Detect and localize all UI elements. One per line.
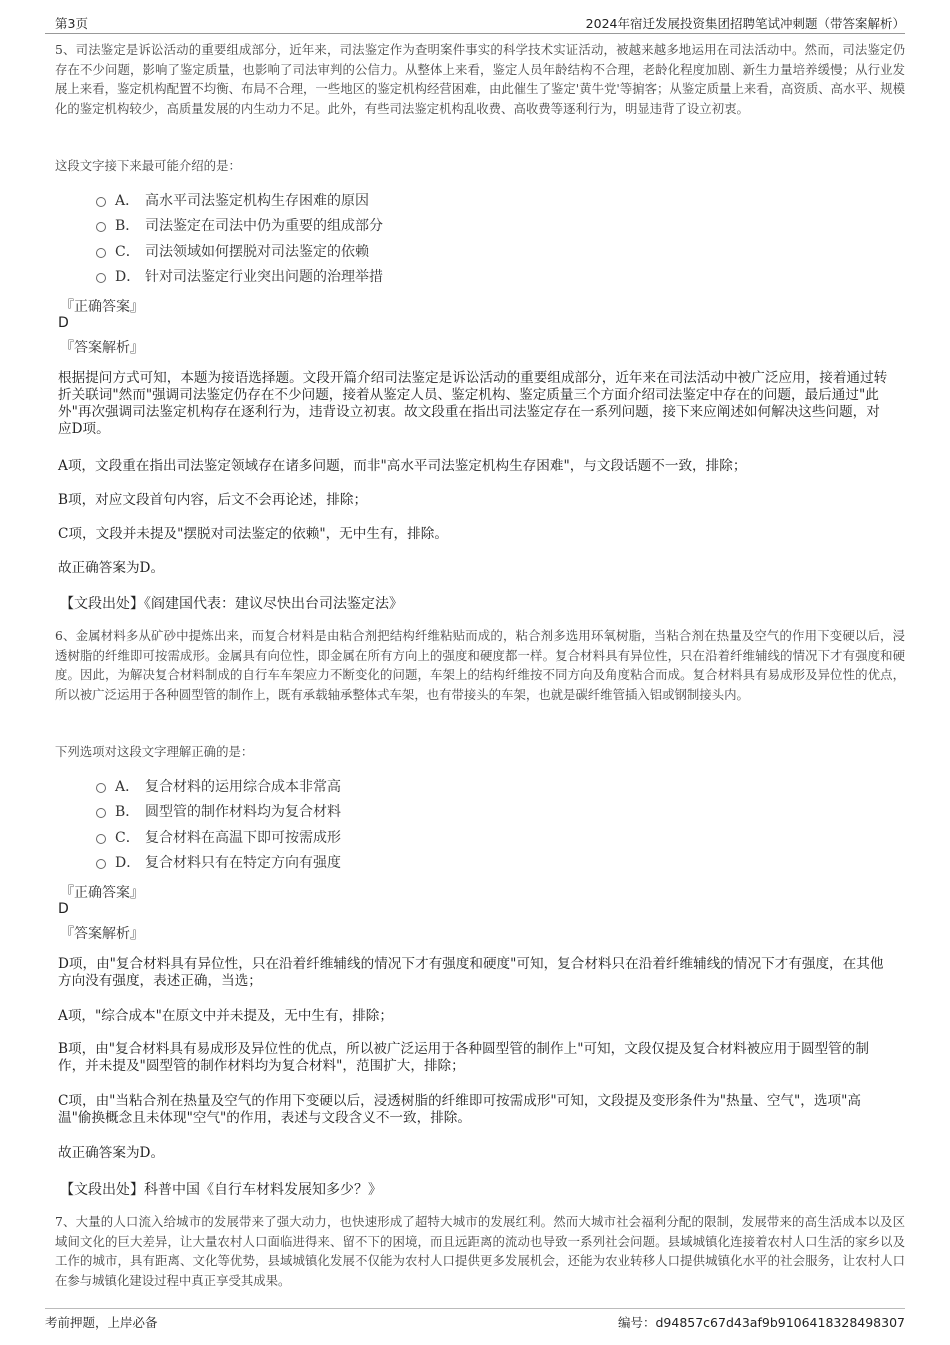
page-footer xyxy=(45,1313,905,1331)
q6-analysis-paragraph: B项，由"复合材料具有易成形及异位性的优点，所以被广泛运用于各种圆型管的制作上"可知，文段仅提及复合材料被应用于圆型管的制作，并未提及"圆型管的制作材料均为复合材料"，范围扩大，排除； xyxy=(58,1041,869,1074)
q6-answer-label: 『正确答案』 xyxy=(60,885,144,901)
q6-answer-value: D xyxy=(58,901,69,917)
radio-icon[interactable] xyxy=(96,273,106,283)
document-code xyxy=(618,1313,905,1331)
q5-analysis-paragraph: 故正确答案为D。 xyxy=(58,560,165,576)
radio-icon[interactable] xyxy=(96,808,106,818)
q5-source: 【文段出处】《阎建国代表：建议尽快出台司法鉴定法》 xyxy=(60,596,403,612)
q6-analysis-paragraph: 故正确答案为D。 xyxy=(58,1145,165,1161)
q6-option-d[interactable]: D． 复合材料只有在特定方向有强度 xyxy=(96,851,341,873)
q6-analysis-label: 『答案解析』 xyxy=(60,926,144,942)
q5-analysis-paragraph: C项，文段并未提及"摆脱对司法鉴定的依赖"，无中生有，排除。 xyxy=(58,526,448,542)
q6-analysis-paragraph: A项，"综合成本"在原文中并未提及，无中生有，排除； xyxy=(58,1008,393,1024)
question-7-stem: 7、大量的人口流入给城市的发展带来了强大动力，也快速形成了超特大城市的发展红利。然而大城市社会福利分配的限制，发展带来的高生活成本以及区域间文化的巨大差异，让大量农村人口面临进得来、留不下的困境，而且远距离的流动也导致一系列社会问题。县域城镇化连接着农村人口生活的家乡以及工作的城市，具有距离、文化等优势，县域城镇化发展不仅能为农村人口提供更多发展机会，还能为农业转移人口提供城镇化水平的社会服务，让农村人口在参与城镇化建设过程中真正享受其成果。 xyxy=(55,1214,905,1288)
document-code-label: 编号： xyxy=(617,1315,656,1330)
question-5-prompt: 这段文字接下来最可能介绍的是： xyxy=(55,158,241,173)
header-divider xyxy=(45,33,905,34)
q6-source: 【文段出处】科普中国《自行车材料发展知多少？》 xyxy=(60,1182,382,1198)
radio-icon[interactable] xyxy=(96,197,106,207)
question-6-stem: 6、金属材料多从矿砂中提炼出来，而复合材料是由粘合剂把结构纤维粘贴而成的，粘合剂多选用环氧树脂，当粘合剂在热量及空气的作用下变硬以后，浸透树脂的纤维即可按需成形。金属具有向位性，即金属在所有方向上的强度和硬度都一样。复合材料具有异位性，只在沿着纤维辅线的情况下才有强度和硬度。因此，为解决复合材料制成的自行车车架应力不断变化的问题，车架上的结构纤维按不同方向及角度粘合而成。复合材料具有易成形及异位性的优点，所以被广泛运用于各种圆型管的制作上，既有承载轴承整体式车架，也有带接头的车架，也就是碳纤维管插入铝或钢制接头内。 xyxy=(55,628,905,702)
document-title: 2024年宿迁发展投资集团招聘笔试冲刺题（带答案解析） xyxy=(585,16,905,31)
radio-icon[interactable] xyxy=(96,248,106,258)
radio-icon[interactable] xyxy=(96,834,106,844)
q6-option-a[interactable]: A． 复合材料的运用综合成本非常高 xyxy=(96,775,341,797)
question-6-prompt: 下列选项对这段文字理解正确的是： xyxy=(55,744,254,759)
q5-answer-value: D xyxy=(58,315,69,331)
q5-option-b[interactable]: B． 司法鉴定在司法中仍为重要的组成部分 xyxy=(96,214,383,236)
q6-option-b[interactable]: B． 圆型管的制作材料均为复合材料 xyxy=(96,800,341,822)
q5-option-c[interactable]: C． 司法领域如何摆脱对司法鉴定的依赖 xyxy=(96,240,369,262)
q5-option-d[interactable]: D． 针对司法鉴定行业突出问题的治理举措 xyxy=(96,265,383,287)
q6-analysis-paragraph: D项，由"复合材料具有异位性，只在沿着纤维辅线的情况下才有强度和硬度"可知，复合材料只在沿着纤维辅线的情况下才有强度，在其他方向没有强度，表述正确，当选； xyxy=(58,956,884,989)
document-code-value: d94857c67d43af9b9106418328498307 xyxy=(655,1315,905,1330)
footer-divider xyxy=(45,1308,905,1309)
question-5-stem: 5、司法鉴定是诉讼活动的重要组成部分，近年来，司法鉴定作为查明案件事实的科学技术实证活动，被越来越多地运用在司法活动中。然而，司法鉴定仍存在不少问题，影响了鉴定质量，也影响了司法审判的公信力。从整体上来看，鉴定人员年龄结构不合理，老龄化程度加剧、新生力量培养缓慢；从行业发展上来看，鉴定机构配置不均衡、布局不合理，一些地区的鉴定机构经营困难，由此催生了鉴定'黄牛党'等掮客；从鉴定质量上来看，高资质、高水平、规模化的鉴定机构较少，高质量发展的内生动力不足。此外，有些司法鉴定机构乱收费、高收费等逐利行为，明显违背了设立初衷。 xyxy=(55,42,905,116)
q6-option-c[interactable]: C． 复合材料在高温下即可按需成形 xyxy=(96,826,341,848)
radio-icon[interactable] xyxy=(96,783,106,793)
radio-icon[interactable] xyxy=(96,859,106,869)
q6-analysis-paragraph: C项，由"当粘合剂在热量及空气的作用下变硬以后，浸透树脂的纤维即可按需成形"可知，文段提及变形条件为"热量、空气"，选项"高温"偷换概念且未体现"空气"的作用，表述与文段含义不一致，排除。 xyxy=(58,1093,861,1126)
radio-icon[interactable] xyxy=(96,222,106,232)
page-number: 第3页 xyxy=(55,16,88,31)
q5-option-a[interactable]: A． 高水平司法鉴定机构生存困难的原因 xyxy=(96,189,369,211)
q5-analysis-label: 『答案解析』 xyxy=(60,340,144,356)
q5-analysis-paragraph: 根据提问方式可知，本题为接语选择题。文段开篇介绍司法鉴定是诉讼活动的重要组成部分，近年来在司法活动中被广泛应用，接着通过转折关联词"然而"强调司法鉴定仍存在不少问题，接着从鉴定人员、鉴定机构、鉴定质量三个方面介绍司法鉴定中存在的问题，最后通过"此外"再次强调司法鉴定机构存在逐利行为，违背设立初衷。故文段重在指出司法鉴定存在一系列问题，接下来应阐述如何解决这些问题，对应D项。 xyxy=(58,370,888,437)
q5-answer-label: 『正确答案』 xyxy=(60,299,144,315)
q5-analysis-paragraph: B项，对应文段首句内容，后文不会再论述，排除； xyxy=(58,492,368,508)
q5-analysis-paragraph: A项，文段重在指出司法鉴定领域存在诸多问题，而非"高水平司法鉴定机构生存困难"，与文段话题不一致，排除； xyxy=(58,458,747,474)
page-header xyxy=(55,14,905,32)
footer-slogan: 考前押题，上岸必备 xyxy=(45,1315,158,1330)
